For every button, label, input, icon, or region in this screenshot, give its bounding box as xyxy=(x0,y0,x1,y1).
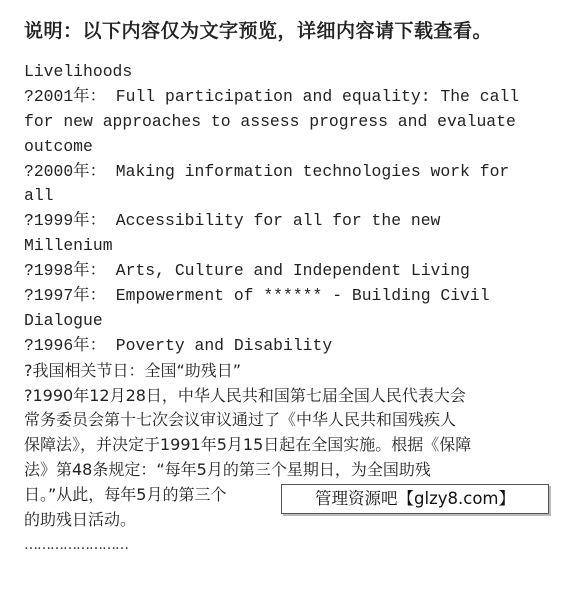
text-line: ?1999年： Accessibility for all for the new xyxy=(24,211,441,231)
text-line: 法》第48条规定：“每年5月的第三个星期日，为全国助残 xyxy=(24,460,431,480)
text-line: for new approaches to assess progress and evaluate xyxy=(24,111,516,131)
text-line: ?2000年： Making information technologies work for xyxy=(24,161,510,181)
text-line: 保障法》，并决定于1991年5月15日起在全国实施。根据《保障 xyxy=(24,435,472,455)
text-line: ?2001年： Full participation and equality: The call xyxy=(24,86,520,106)
text-line: Dialogue xyxy=(24,310,103,330)
text-line: 日。”从此，每年5月的第三个 xyxy=(24,485,227,505)
text-line: ?我国相关节日：全国“助残日” xyxy=(24,360,242,380)
ellipsis: …………………… xyxy=(24,536,128,553)
preview-notice: 说明：以下内容仅为文字预览，详细内容请下载查看。 xyxy=(24,20,493,42)
text-line: ?1996年： Poverty and Disability xyxy=(24,335,333,355)
text-line: ?1997年： Empowerment of ****** - Building Civil xyxy=(24,286,490,306)
text-line: Livelihoods xyxy=(24,62,133,81)
text-line: 常务委员会第十七次会议审议通过了《中华人民共和国残疾人 xyxy=(24,410,457,430)
text-line: Millenium xyxy=(24,236,113,256)
text-line: outcome xyxy=(24,136,93,156)
watermark-banner: 管理资源吧【glzy8.com】 xyxy=(281,484,549,514)
text-line: ?1990年12月28日，中华人民共和国第七届全国人民代表大会 xyxy=(24,385,466,405)
text-line: 的助残日活动。 xyxy=(24,510,137,530)
text-line: all xyxy=(24,186,54,206)
text-line: ?1998年： Arts, Culture and Independent Living xyxy=(24,261,470,281)
